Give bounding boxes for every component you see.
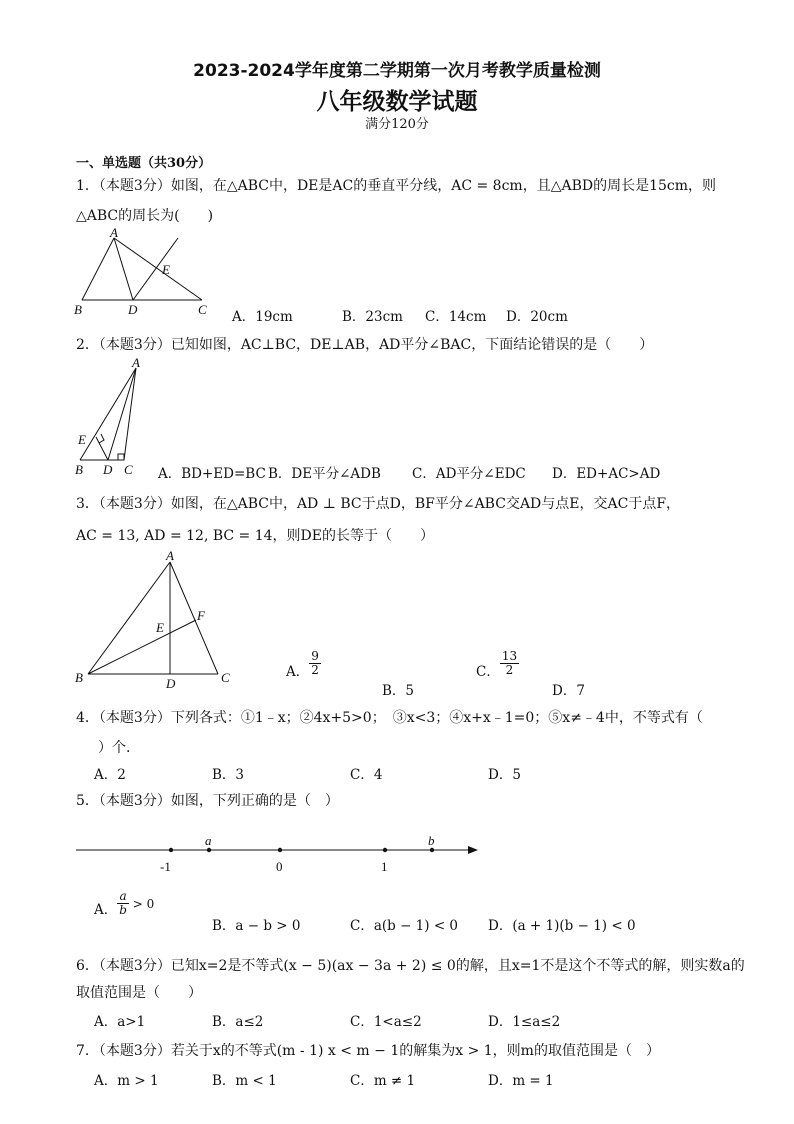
q5-option-a-fraction: $\frac{a}{b}$ — [119, 889, 127, 917]
question-3-option-c[interactable] — [476, 649, 519, 680]
question-3-option-d[interactable]: D．7 — [552, 683, 585, 699]
question-7-option-d[interactable]: D．m = 1 — [488, 1073, 554, 1089]
q3-option-a-fraction: $\frac{9}{2}$ — [311, 649, 319, 677]
number-line-point-b: b — [428, 833, 435, 848]
question-4-option-c[interactable]: C．4 — [350, 767, 383, 783]
question-3-line-1: 3．（本题3分）如图，在△ABC中，AD ⊥ BC于点D，BF平分∠ABC交AD与点E，交AC于点F， — [76, 496, 681, 512]
question-4-option-d[interactable]: D．5 — [488, 767, 521, 783]
q2-label-d: D — [103, 462, 113, 477]
q2-label-b: B — [75, 462, 83, 477]
q3-label-f: F — [197, 608, 205, 623]
question-7-line-1: 7．（本题3分）若关于x的不等式(m - 1) x < m − 1的解集为x > 1，则m的取值范围是（ ） — [76, 1043, 660, 1059]
number-line-point-a: a — [205, 833, 212, 848]
question-5-option-c[interactable]: C．a(b − 1) < 0 — [350, 918, 459, 934]
question-6-option-b[interactable]: B．a≤2 — [212, 1014, 264, 1030]
q3-option-a-label: A． — [286, 664, 310, 680]
q5-option-a-label: A． — [94, 902, 118, 918]
question-1-option-a[interactable]: A．19cm — [232, 309, 293, 325]
question-5-line-1: 5．（本题3分）如图，下列正确的是（ ） — [76, 793, 339, 809]
question-4-line-2: ）个. — [84, 740, 131, 756]
number-line-tick-0: 0 — [276, 859, 283, 874]
question-6-line-1: 6．（本题3分）已知x=2是不等式(x − 5)(ax − 3a + 2) ≤ 0的解，且x=1不是这个不等式的解，则实数a的 — [76, 958, 745, 974]
q2-label-a: A — [132, 356, 140, 370]
exam-title: 2023-2024学年度第二学期第一次月考教学质量检测 — [193, 61, 601, 81]
question-3-option-a[interactable] — [286, 649, 321, 680]
question-7-option-c[interactable]: C．m ≠ 1 — [350, 1073, 416, 1089]
q5-option-a-tail: > 0 — [128, 897, 155, 911]
q3-option-c-fraction: $\frac{13}{2}$ — [501, 649, 518, 677]
q3-label-a: A — [166, 548, 174, 563]
question-6-option-c[interactable]: C．1<a≤2 — [350, 1014, 422, 1030]
q2-label-e: E — [78, 432, 86, 447]
question-1-option-b[interactable]: B．23cm — [342, 309, 403, 325]
question-7-option-b[interactable]: B．m < 1 — [212, 1073, 277, 1089]
number-line-tick-1: 1 — [381, 859, 388, 874]
question-1-figure — [70, 228, 220, 320]
full-score: 满分120分 — [365, 117, 429, 132]
question-5-option-d[interactable]: D．(a + 1)(b − 1) < 0 — [488, 918, 636, 934]
question-3-line-2: AC = 13, AD = 12, BC = 14，则DE的长等于（ ） — [76, 528, 434, 544]
q3-label-e: E — [156, 620, 164, 635]
question-5-option-b[interactable]: B．a − b > 0 — [212, 918, 301, 934]
question-3-figure — [70, 548, 240, 688]
q1-label-a: A — [110, 228, 118, 240]
question-1-line-1: 1．（本题3分）如图，在△ABC中，DE是AC的垂直平分线，AC = 8cm，且△ABD的周长是15cm，则 — [76, 178, 717, 194]
q3-label-d: D — [166, 676, 176, 688]
question-4-line-1: 4．（本题3分）下列各式：①1﹣x；②4x+5>0； ③x<3；④x+x﹣1=0；⑤x≠﹣4中，不等式有（ — [76, 710, 703, 726]
q3-label-c: C — [221, 670, 230, 685]
section-single-choice: 一、单选题（共30分） — [76, 156, 212, 171]
question-2-option-a[interactable]: A．BD+ED=BC — [158, 466, 266, 482]
q1-label-b: B — [74, 302, 82, 317]
exam-subtitle: 八年级数学试题 — [316, 89, 478, 115]
question-4-option-a[interactable]: A．2 — [94, 767, 126, 783]
q1-label-e: E — [162, 262, 170, 277]
question-2-option-d[interactable]: D．ED+AC>AD — [552, 466, 661, 482]
question-1-line-2: △ABC的周长为( ) — [76, 208, 214, 224]
q2-label-c: C — [124, 462, 133, 477]
question-6-option-d[interactable]: D．1≤a≤2 — [488, 1014, 561, 1030]
question-1-option-d[interactable]: D．20cm — [506, 309, 568, 325]
question-2-option-b[interactable]: B．DE平分∠ADB — [268, 466, 381, 482]
question-1-option-c[interactable]: C．14cm — [425, 309, 487, 325]
q3-label-b: B — [75, 670, 83, 685]
question-2-line-1: 2．（本题3分）已知如图，AC⊥BC，DE⊥AB，AD平分∠BAC，下面结论错误的是（ ） — [76, 337, 654, 353]
q3-option-c-label: C． — [476, 664, 500, 680]
question-2-figure — [70, 356, 150, 480]
question-5-option-a[interactable] — [94, 889, 155, 918]
question-3-option-b[interactable]: B．5 — [382, 683, 415, 699]
q1-label-c: C — [198, 302, 207, 317]
question-2-option-c[interactable]: C．AD平分∠EDC — [412, 466, 526, 482]
question-7-option-a[interactable]: A．m > 1 — [94, 1073, 159, 1089]
question-6-option-a[interactable]: A．a>1 — [94, 1014, 146, 1030]
question-4-option-b[interactable]: B．3 — [212, 767, 245, 783]
number-line — [70, 828, 490, 878]
q1-label-d: D — [128, 302, 138, 317]
number-line-tick-neg1: -1 — [160, 859, 171, 874]
question-6-line-2: 取值范围是（ ） — [76, 985, 202, 1001]
